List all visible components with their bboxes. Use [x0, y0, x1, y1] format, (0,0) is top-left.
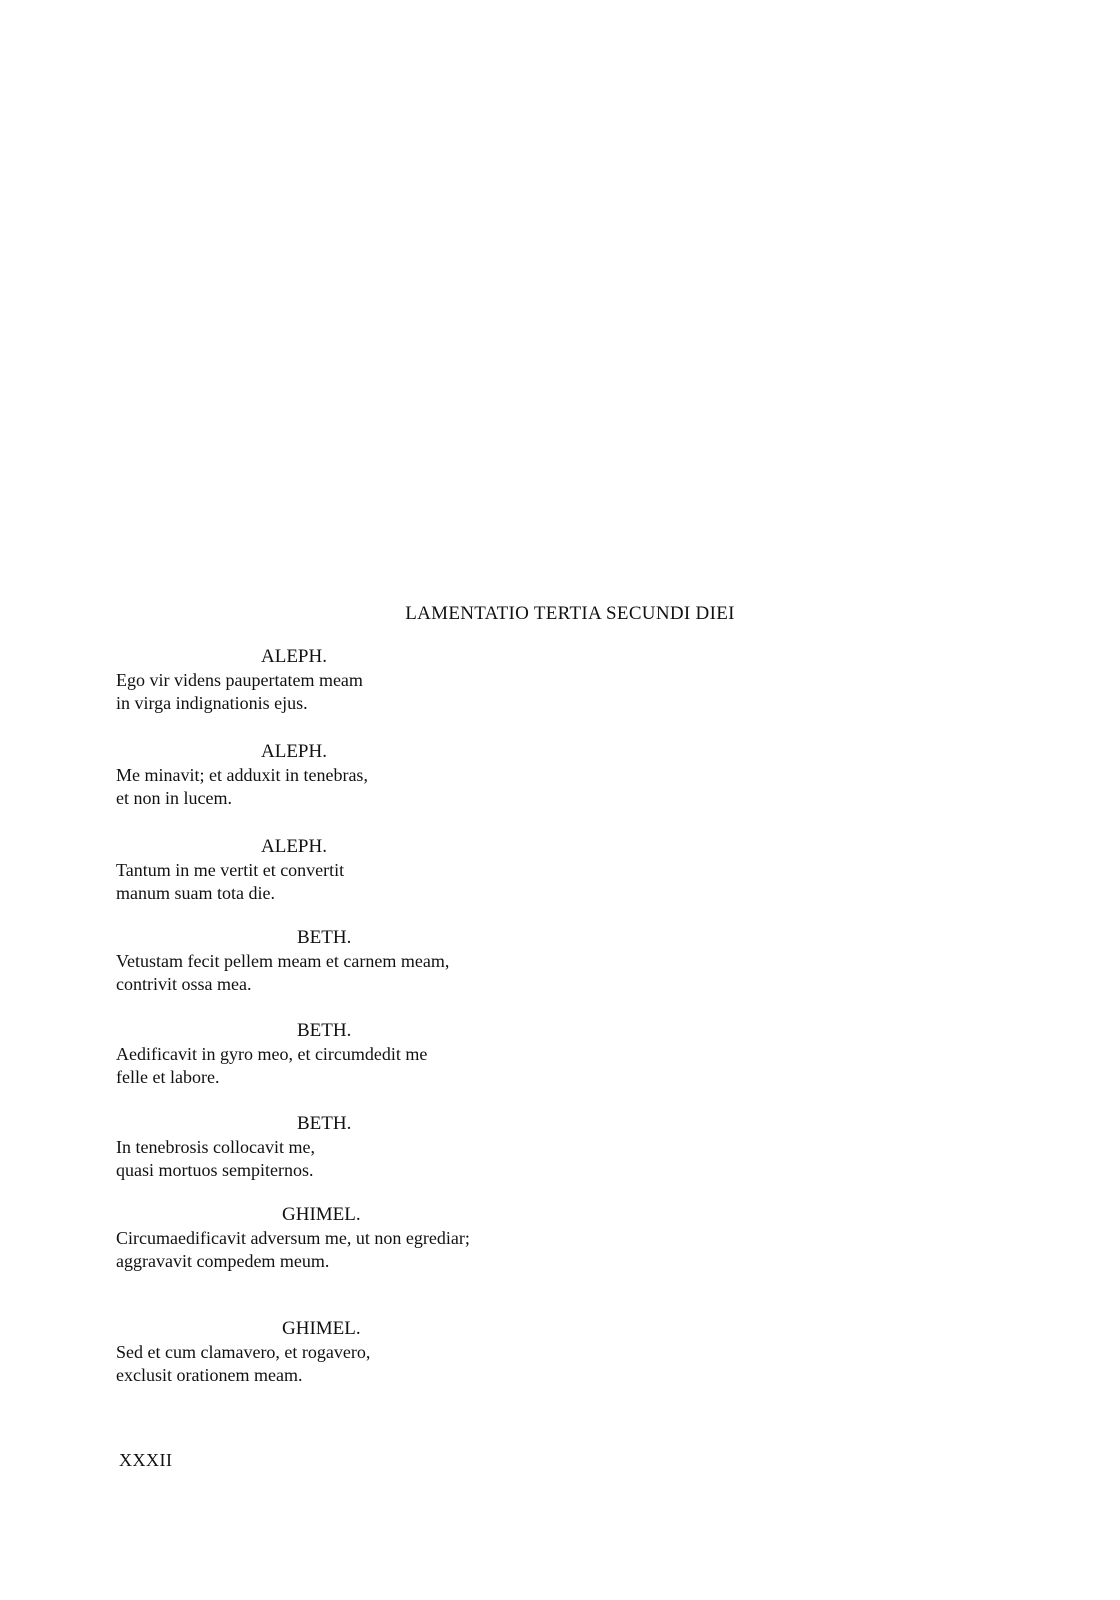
verse-line: In tenebrosis collocavit me, [116, 1137, 315, 1157]
verse-line: Tantum in me vertit et convertit [116, 860, 345, 880]
stanza-6 [116, 1112, 636, 1182]
verse-line: in virga indignationis ejus. [116, 693, 308, 713]
stanza-heading: GHIMEL. [282, 1318, 361, 1339]
stanza-4 [116, 926, 636, 996]
stanza-3 [116, 835, 636, 905]
stanza-heading: GHIMEL. [282, 1204, 361, 1225]
verse-line: Ego vir videns paupertatem meam [116, 670, 363, 690]
verse-line: Aedificavit in gyro meo, et circumdedit me [116, 1044, 428, 1064]
stanza-heading: BETH. [297, 927, 352, 948]
verse-line: felle et labore. [116, 1067, 220, 1087]
stanza-2 [116, 740, 636, 810]
verse-line: Sed et cum clamavero, et rogavero, [116, 1342, 371, 1362]
stanza-heading: ALEPH. [261, 836, 327, 857]
verse-line: manum suam tota die. [116, 883, 275, 903]
stanza-heading: BETH. [297, 1113, 352, 1134]
verse-line: Circumaedificavit adversum me, ut non egrediar; [116, 1228, 470, 1248]
title-text: LAMENTATIO TERTIA SECUNDI DIEI [405, 603, 735, 624]
stanza-8 [116, 1317, 636, 1387]
stanza-1 [116, 645, 636, 715]
verse-line: Vetustam fecit pellem meam et carnem meam, [116, 951, 450, 971]
verse-line: aggravavit compedem meum. [116, 1251, 330, 1271]
verse-line: contrivit ossa mea. [116, 974, 252, 994]
page-number: XXXII [119, 1450, 173, 1470]
verse-line: Me minavit; et adduxit in tenebras, [116, 765, 368, 785]
stanza-5 [116, 1019, 636, 1089]
stanza-heading: ALEPH. [261, 646, 327, 667]
verse-line: exclusit orationem meam. [116, 1365, 303, 1385]
verse-line: et non in lucem. [116, 788, 232, 808]
verse-line: quasi mortuos sempiternos. [116, 1160, 314, 1180]
stanza-heading: BETH. [297, 1020, 352, 1041]
stanza-heading: ALEPH. [261, 741, 327, 762]
page-title [0, 603, 1120, 625]
stanza-7 [116, 1203, 636, 1273]
